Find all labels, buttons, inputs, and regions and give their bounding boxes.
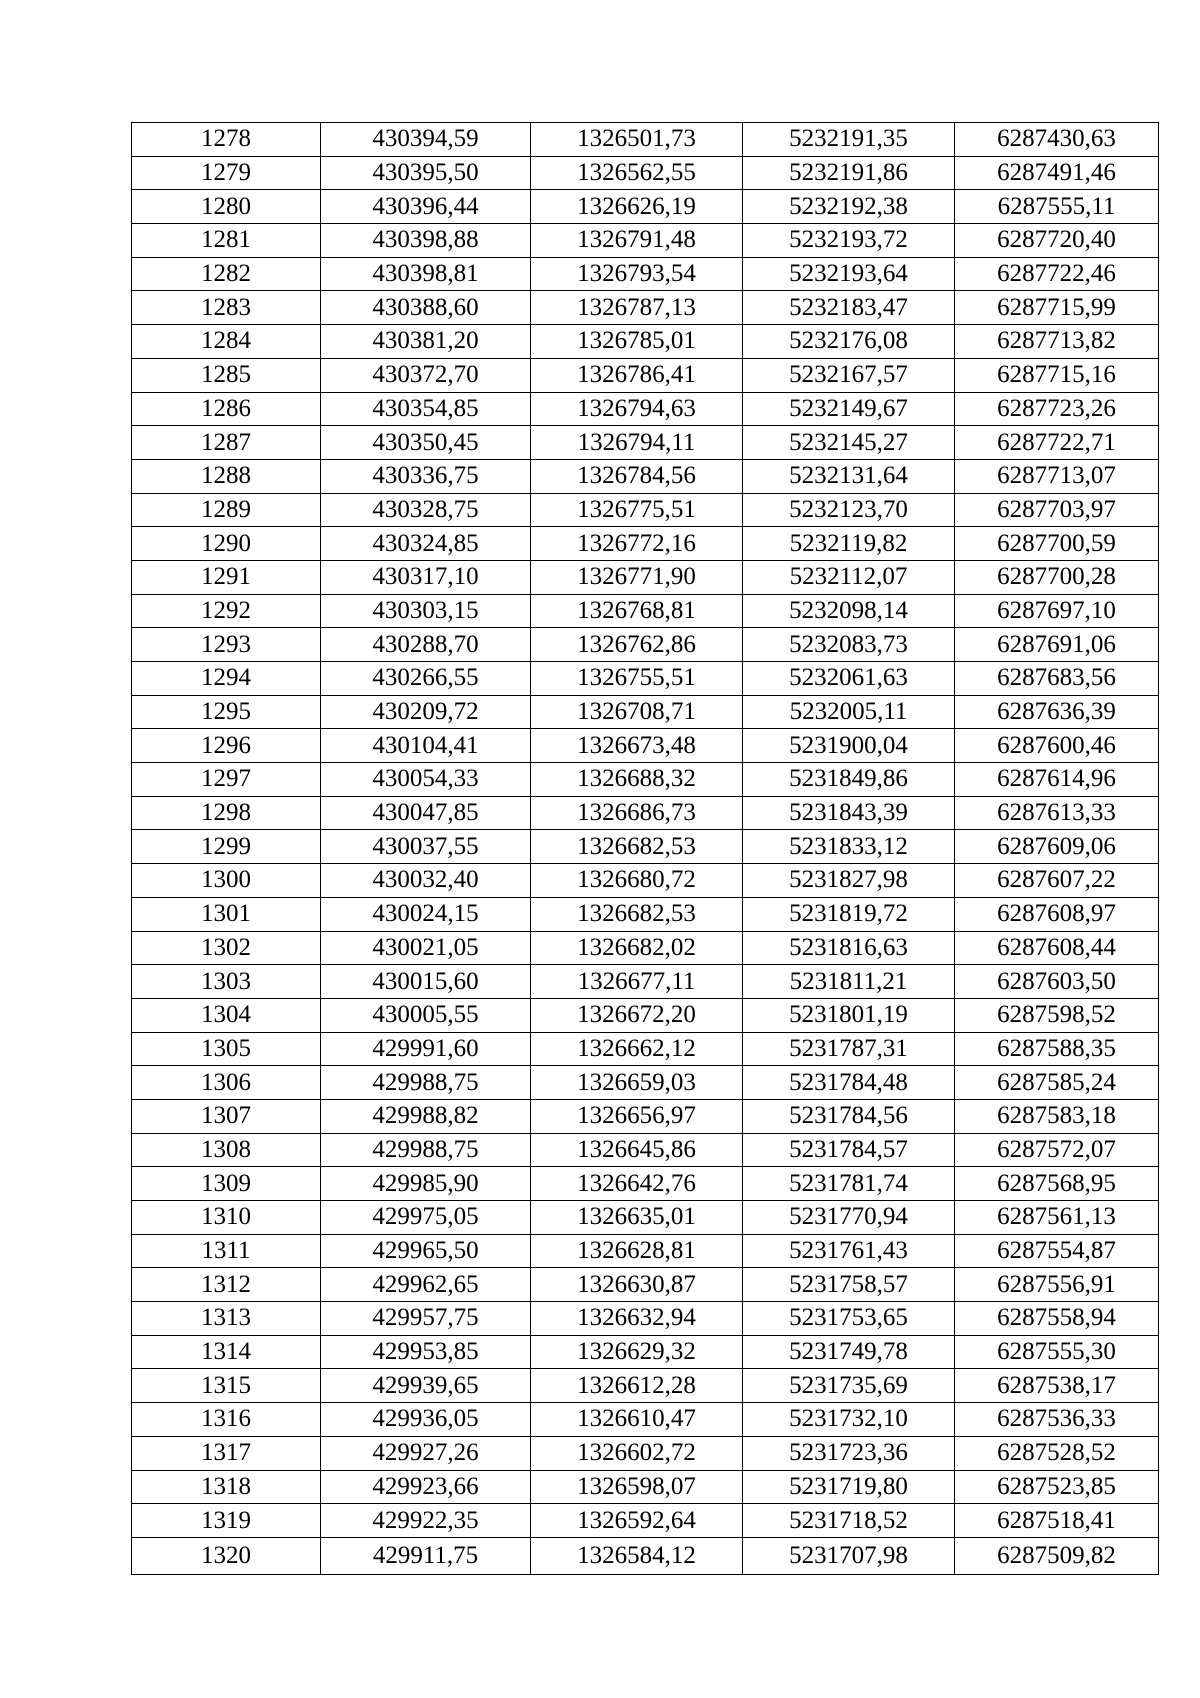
coord-x2-cell: 5231735,69 <box>743 1369 955 1403</box>
coord-y1-cell: 1326628,81 <box>531 1234 743 1268</box>
coord-x1-cell: 430024,15 <box>321 897 531 931</box>
table-row <box>132 291 1159 325</box>
coord-x1-cell: 430398,81 <box>321 257 531 291</box>
coord-x2-cell: 5232191,35 <box>743 123 955 157</box>
point-number-cell: 1288 <box>132 459 321 493</box>
table-row <box>132 426 1159 460</box>
point-number-cell: 1289 <box>132 493 321 527</box>
coord-x2-cell: 5231753,65 <box>743 1302 955 1336</box>
table-row <box>132 662 1159 696</box>
table-row <box>132 1436 1159 1470</box>
point-number-cell: 1315 <box>132 1369 321 1403</box>
coord-x1-cell: 429911,75 <box>321 1537 531 1574</box>
coord-x1-cell: 429939,65 <box>321 1369 531 1403</box>
point-number-cell: 1299 <box>132 830 321 864</box>
coord-x2-cell: 5231784,56 <box>743 1099 955 1133</box>
coord-x2-cell: 5231833,12 <box>743 830 955 864</box>
table-row <box>132 594 1159 628</box>
point-number-cell: 1301 <box>132 897 321 931</box>
coord-y1-cell: 1326592,64 <box>531 1504 743 1538</box>
coord-x1-cell: 430104,41 <box>321 729 531 763</box>
point-number-cell: 1278 <box>132 123 321 157</box>
coord-y2-cell: 6287528,52 <box>955 1436 1159 1470</box>
coord-y2-cell: 6287700,28 <box>955 560 1159 594</box>
coord-y1-cell: 1326682,02 <box>531 931 743 965</box>
coord-x1-cell: 429927,26 <box>321 1436 531 1470</box>
coord-y2-cell: 6287608,97 <box>955 897 1159 931</box>
point-number-cell: 1295 <box>132 695 321 729</box>
coord-y1-cell: 1326762,86 <box>531 628 743 662</box>
coord-x1-cell: 429988,75 <box>321 1066 531 1100</box>
coord-y2-cell: 6287561,13 <box>955 1201 1159 1235</box>
coord-x1-cell: 430047,85 <box>321 796 531 830</box>
point-number-cell: 1311 <box>132 1234 321 1268</box>
coord-x1-cell: 430021,05 <box>321 931 531 965</box>
coord-y2-cell: 6287608,44 <box>955 931 1159 965</box>
coord-x2-cell: 5231819,72 <box>743 897 955 931</box>
coord-y2-cell: 6287555,30 <box>955 1335 1159 1369</box>
coord-x1-cell: 430303,15 <box>321 594 531 628</box>
coord-x2-cell: 5231827,98 <box>743 864 955 898</box>
coord-y2-cell: 6287555,11 <box>955 190 1159 224</box>
coord-x2-cell: 5232192,38 <box>743 190 955 224</box>
table-row <box>132 1066 1159 1100</box>
coord-x1-cell: 429985,90 <box>321 1167 531 1201</box>
coord-x1-cell: 429922,35 <box>321 1504 531 1538</box>
coord-y1-cell: 1326791,48 <box>531 224 743 258</box>
point-number-cell: 1310 <box>132 1201 321 1235</box>
coord-x2-cell: 5232005,11 <box>743 695 955 729</box>
coord-y2-cell: 6287683,56 <box>955 662 1159 696</box>
coord-x2-cell: 5232131,64 <box>743 459 955 493</box>
point-number-cell: 1282 <box>132 257 321 291</box>
coord-y2-cell: 6287720,40 <box>955 224 1159 258</box>
coord-x1-cell: 429965,50 <box>321 1234 531 1268</box>
coord-x2-cell: 5231849,86 <box>743 763 955 797</box>
coord-x2-cell: 5231801,19 <box>743 998 955 1032</box>
table-row <box>132 796 1159 830</box>
coord-y1-cell: 1326708,71 <box>531 695 743 729</box>
point-number-cell: 1298 <box>132 796 321 830</box>
coord-y1-cell: 1326677,11 <box>531 965 743 999</box>
coord-y2-cell: 6287598,52 <box>955 998 1159 1032</box>
table-row <box>132 1133 1159 1167</box>
coord-y1-cell: 1326584,12 <box>531 1537 743 1574</box>
coord-x1-cell: 430032,40 <box>321 864 531 898</box>
coord-y1-cell: 1326672,20 <box>531 998 743 1032</box>
coord-x2-cell: 5232149,67 <box>743 392 955 426</box>
coord-y2-cell: 6287691,06 <box>955 628 1159 662</box>
coord-x2-cell: 5231723,36 <box>743 1436 955 1470</box>
coord-y2-cell: 6287703,97 <box>955 493 1159 527</box>
coord-y1-cell: 1326629,32 <box>531 1335 743 1369</box>
coord-x2-cell: 5232193,64 <box>743 257 955 291</box>
coord-y2-cell: 6287558,94 <box>955 1302 1159 1336</box>
coord-y1-cell: 1326626,19 <box>531 190 743 224</box>
coord-y1-cell: 1326785,01 <box>531 325 743 359</box>
coord-y2-cell: 6287700,59 <box>955 527 1159 561</box>
coord-x1-cell: 429975,05 <box>321 1201 531 1235</box>
coord-x1-cell: 429962,65 <box>321 1268 531 1302</box>
coord-y2-cell: 6287556,91 <box>955 1268 1159 1302</box>
coord-x2-cell: 5231758,57 <box>743 1268 955 1302</box>
coordinates-table-body <box>132 123 1159 1575</box>
table-row <box>132 864 1159 898</box>
coord-x1-cell: 429988,75 <box>321 1133 531 1167</box>
coord-x2-cell: 5231707,98 <box>743 1537 955 1574</box>
table-row <box>132 763 1159 797</box>
coord-y1-cell: 1326793,54 <box>531 257 743 291</box>
coord-x2-cell: 5232167,57 <box>743 358 955 392</box>
coord-x2-cell: 5231732,10 <box>743 1403 955 1437</box>
coord-x1-cell: 430209,72 <box>321 695 531 729</box>
coord-x2-cell: 5231816,63 <box>743 931 955 965</box>
point-number-cell: 1280 <box>132 190 321 224</box>
coord-x2-cell: 5232119,82 <box>743 527 955 561</box>
table-row <box>132 459 1159 493</box>
point-number-cell: 1297 <box>132 763 321 797</box>
coord-y2-cell: 6287722,46 <box>955 257 1159 291</box>
point-number-cell: 1279 <box>132 156 321 190</box>
coord-y1-cell: 1326635,01 <box>531 1201 743 1235</box>
table-row <box>132 628 1159 662</box>
coord-x1-cell: 429957,75 <box>321 1302 531 1336</box>
table-row <box>132 325 1159 359</box>
coord-x2-cell: 5232191,86 <box>743 156 955 190</box>
coord-y2-cell: 6287614,96 <box>955 763 1159 797</box>
table-row <box>132 1167 1159 1201</box>
coord-y1-cell: 1326610,47 <box>531 1403 743 1437</box>
coord-y1-cell: 1326680,72 <box>531 864 743 898</box>
coord-y2-cell: 6287568,95 <box>955 1167 1159 1201</box>
coord-x1-cell: 430394,59 <box>321 123 531 157</box>
coord-y2-cell: 6287572,07 <box>955 1133 1159 1167</box>
coord-y2-cell: 6287536,33 <box>955 1403 1159 1437</box>
point-number-cell: 1287 <box>132 426 321 460</box>
coord-x1-cell: 429988,82 <box>321 1099 531 1133</box>
point-number-cell: 1316 <box>132 1403 321 1437</box>
point-number-cell: 1320 <box>132 1537 321 1574</box>
coord-y2-cell: 6287430,63 <box>955 123 1159 157</box>
table-row <box>132 392 1159 426</box>
coord-x1-cell: 430317,10 <box>321 560 531 594</box>
coord-x1-cell: 430015,60 <box>321 965 531 999</box>
coord-y1-cell: 1326612,28 <box>531 1369 743 1403</box>
coord-x2-cell: 5232061,63 <box>743 662 955 696</box>
coord-x2-cell: 5231719,80 <box>743 1470 955 1504</box>
table-row <box>132 830 1159 864</box>
point-number-cell: 1281 <box>132 224 321 258</box>
point-number-cell: 1292 <box>132 594 321 628</box>
table-row <box>132 729 1159 763</box>
coord-x1-cell: 430350,45 <box>321 426 531 460</box>
coord-y2-cell: 6287600,46 <box>955 729 1159 763</box>
coord-y1-cell: 1326794,63 <box>531 392 743 426</box>
table-row <box>132 156 1159 190</box>
coord-x2-cell: 5232176,08 <box>743 325 955 359</box>
coord-y2-cell: 6287518,41 <box>955 1504 1159 1538</box>
point-number-cell: 1296 <box>132 729 321 763</box>
table-row <box>132 1099 1159 1133</box>
coord-y1-cell: 1326673,48 <box>531 729 743 763</box>
coord-x1-cell: 430396,44 <box>321 190 531 224</box>
coord-x2-cell: 5232083,73 <box>743 628 955 662</box>
point-number-cell: 1305 <box>132 1032 321 1066</box>
coord-y2-cell: 6287509,82 <box>955 1537 1159 1574</box>
coord-y1-cell: 1326598,07 <box>531 1470 743 1504</box>
coord-x1-cell: 430381,20 <box>321 325 531 359</box>
table-row <box>132 1268 1159 1302</box>
coord-x1-cell: 430037,55 <box>321 830 531 864</box>
point-number-cell: 1283 <box>132 291 321 325</box>
coord-x2-cell: 5231784,57 <box>743 1133 955 1167</box>
point-number-cell: 1312 <box>132 1268 321 1302</box>
table-row <box>132 257 1159 291</box>
point-number-cell: 1286 <box>132 392 321 426</box>
point-number-cell: 1308 <box>132 1133 321 1167</box>
coord-y2-cell: 6287554,87 <box>955 1234 1159 1268</box>
coord-y1-cell: 1326682,53 <box>531 897 743 931</box>
point-number-cell: 1285 <box>132 358 321 392</box>
coord-y2-cell: 6287585,24 <box>955 1066 1159 1100</box>
table-row <box>132 190 1159 224</box>
table-row <box>132 224 1159 258</box>
point-number-cell: 1313 <box>132 1302 321 1336</box>
coord-x1-cell: 429936,05 <box>321 1403 531 1437</box>
point-number-cell: 1307 <box>132 1099 321 1133</box>
coord-x1-cell: 430354,85 <box>321 392 531 426</box>
coord-y2-cell: 6287723,26 <box>955 392 1159 426</box>
table-row <box>132 998 1159 1032</box>
coord-y1-cell: 1326659,03 <box>531 1066 743 1100</box>
table-row <box>132 1335 1159 1369</box>
table-row <box>132 527 1159 561</box>
coord-x2-cell: 5231900,04 <box>743 729 955 763</box>
coord-y1-cell: 1326794,11 <box>531 426 743 460</box>
point-number-cell: 1318 <box>132 1470 321 1504</box>
coord-y1-cell: 1326630,87 <box>531 1268 743 1302</box>
coord-y1-cell: 1326645,86 <box>531 1133 743 1167</box>
point-number-cell: 1314 <box>132 1335 321 1369</box>
coord-y2-cell: 6287613,33 <box>955 796 1159 830</box>
table-row <box>132 1234 1159 1268</box>
table-row <box>132 560 1159 594</box>
point-number-cell: 1302 <box>132 931 321 965</box>
coord-y2-cell: 6287603,50 <box>955 965 1159 999</box>
coord-y1-cell: 1326784,56 <box>531 459 743 493</box>
point-number-cell: 1291 <box>132 560 321 594</box>
coord-x1-cell: 430395,50 <box>321 156 531 190</box>
point-number-cell: 1284 <box>132 325 321 359</box>
coord-y2-cell: 6287636,39 <box>955 695 1159 729</box>
coord-x1-cell: 430288,70 <box>321 628 531 662</box>
table-row <box>132 1504 1159 1538</box>
point-number-cell: 1293 <box>132 628 321 662</box>
coord-x2-cell: 5232183,47 <box>743 291 955 325</box>
coord-x2-cell: 5231770,94 <box>743 1201 955 1235</box>
coord-x2-cell: 5232145,27 <box>743 426 955 460</box>
table-row <box>132 695 1159 729</box>
coord-y2-cell: 6287538,17 <box>955 1369 1159 1403</box>
point-number-cell: 1294 <box>132 662 321 696</box>
coord-y1-cell: 1326787,13 <box>531 291 743 325</box>
coord-y1-cell: 1326656,97 <box>531 1099 743 1133</box>
coord-y1-cell: 1326771,90 <box>531 560 743 594</box>
table-row <box>132 965 1159 999</box>
point-number-cell: 1317 <box>132 1436 321 1470</box>
coord-x2-cell: 5231749,78 <box>743 1335 955 1369</box>
coord-y2-cell: 6287715,99 <box>955 291 1159 325</box>
coord-y1-cell: 1326662,12 <box>531 1032 743 1066</box>
coord-y2-cell: 6287715,16 <box>955 358 1159 392</box>
coord-x1-cell: 429991,60 <box>321 1032 531 1066</box>
coord-y1-cell: 1326642,76 <box>531 1167 743 1201</box>
point-number-cell: 1309 <box>132 1167 321 1201</box>
point-number-cell: 1304 <box>132 998 321 1032</box>
coord-x1-cell: 430328,75 <box>321 493 531 527</box>
coord-x2-cell: 5232112,07 <box>743 560 955 594</box>
point-number-cell: 1319 <box>132 1504 321 1538</box>
table-row <box>132 493 1159 527</box>
coord-y2-cell: 6287722,71 <box>955 426 1159 460</box>
coord-y1-cell: 1326501,73 <box>531 123 743 157</box>
coord-x2-cell: 5232098,14 <box>743 594 955 628</box>
coord-x2-cell: 5231781,74 <box>743 1167 955 1201</box>
table-row <box>132 1302 1159 1336</box>
coord-x2-cell: 5231843,39 <box>743 796 955 830</box>
coord-y2-cell: 6287609,06 <box>955 830 1159 864</box>
coord-x1-cell: 430388,60 <box>321 291 531 325</box>
table-row <box>132 1032 1159 1066</box>
point-number-cell: 1300 <box>132 864 321 898</box>
coord-x1-cell: 430336,75 <box>321 459 531 493</box>
table-row <box>132 1403 1159 1437</box>
coord-x1-cell: 430266,55 <box>321 662 531 696</box>
coord-x2-cell: 5231761,43 <box>743 1234 955 1268</box>
coord-y1-cell: 1326786,41 <box>531 358 743 392</box>
coord-y2-cell: 6287583,18 <box>955 1099 1159 1133</box>
coordinates-table <box>131 122 1159 1575</box>
table-row <box>132 1470 1159 1504</box>
coord-y2-cell: 6287697,10 <box>955 594 1159 628</box>
coord-y1-cell: 1326775,51 <box>531 493 743 527</box>
point-number-cell: 1290 <box>132 527 321 561</box>
coord-y1-cell: 1326686,73 <box>531 796 743 830</box>
coord-x1-cell: 429923,66 <box>321 1470 531 1504</box>
coord-y1-cell: 1326562,55 <box>531 156 743 190</box>
coord-y2-cell: 6287713,82 <box>955 325 1159 359</box>
coord-y1-cell: 1326602,72 <box>531 1436 743 1470</box>
coord-y2-cell: 6287491,46 <box>955 156 1159 190</box>
coord-y2-cell: 6287523,85 <box>955 1470 1159 1504</box>
coord-y1-cell: 1326682,53 <box>531 830 743 864</box>
coord-x2-cell: 5231811,21 <box>743 965 955 999</box>
coord-y1-cell: 1326768,81 <box>531 594 743 628</box>
coord-x2-cell: 5231787,31 <box>743 1032 955 1066</box>
table-row <box>132 123 1159 157</box>
coord-x1-cell: 430372,70 <box>321 358 531 392</box>
table-row <box>132 1201 1159 1235</box>
coord-y1-cell: 1326688,32 <box>531 763 743 797</box>
coord-x1-cell: 430398,88 <box>321 224 531 258</box>
point-number-cell: 1306 <box>132 1066 321 1100</box>
coord-y2-cell: 6287588,35 <box>955 1032 1159 1066</box>
table-row <box>132 931 1159 965</box>
coord-y1-cell: 1326632,94 <box>531 1302 743 1336</box>
table-row <box>132 358 1159 392</box>
coord-y1-cell: 1326772,16 <box>531 527 743 561</box>
coord-x2-cell: 5231784,48 <box>743 1066 955 1100</box>
coord-y2-cell: 6287607,22 <box>955 864 1159 898</box>
coord-x2-cell: 5231718,52 <box>743 1504 955 1538</box>
table-row <box>132 897 1159 931</box>
coord-x1-cell: 430054,33 <box>321 763 531 797</box>
coord-x1-cell: 430005,55 <box>321 998 531 1032</box>
point-number-cell: 1303 <box>132 965 321 999</box>
coord-y2-cell: 6287713,07 <box>955 459 1159 493</box>
coord-x2-cell: 5232193,72 <box>743 224 955 258</box>
coord-x1-cell: 430324,85 <box>321 527 531 561</box>
table-row <box>132 1369 1159 1403</box>
coord-x2-cell: 5232123,70 <box>743 493 955 527</box>
table-row <box>132 1537 1159 1574</box>
coord-y1-cell: 1326755,51 <box>531 662 743 696</box>
coord-x1-cell: 429953,85 <box>321 1335 531 1369</box>
